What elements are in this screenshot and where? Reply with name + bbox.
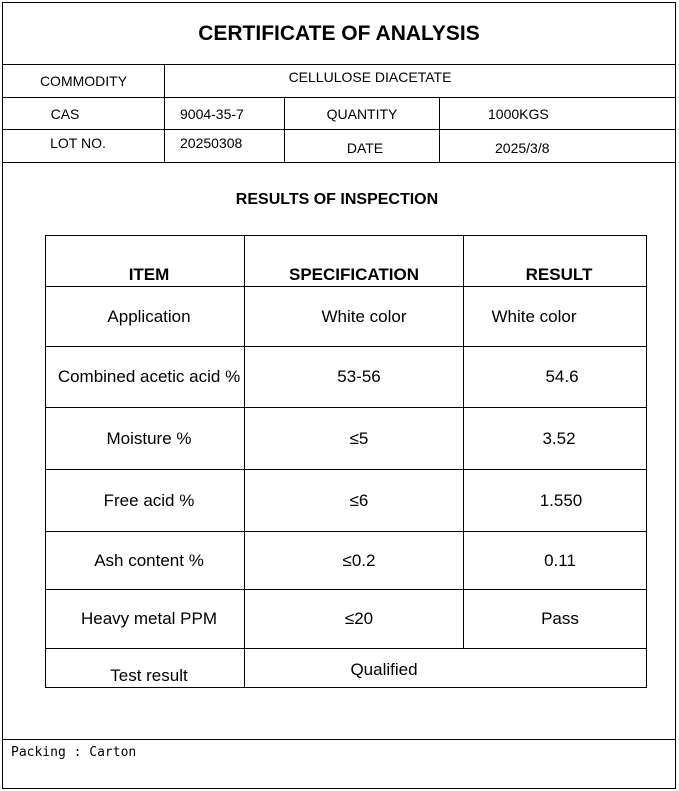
date-label: DATE <box>346 140 384 156</box>
cas-value: 9004-35-7 <box>180 105 244 122</box>
document-title: CERTIFICATE OF ANALYSIS <box>3 3 675 65</box>
test-result-row <box>46 649 646 687</box>
result-cell: 54.6 <box>545 367 579 386</box>
result-cell: 3.52 <box>542 428 576 448</box>
column-header-result: RESULT <box>525 265 593 284</box>
commodity-value: CELLULOSE DIACETATE <box>288 69 452 85</box>
header-row-cas <box>3 98 675 130</box>
result-cell: 1.550 <box>539 490 583 510</box>
result-cell: White color <box>491 306 577 326</box>
table-row <box>46 470 646 532</box>
item-cell: Combined acetic acid % <box>57 367 241 386</box>
table-row <box>46 347 646 408</box>
date-value: 2025/3/8 <box>495 140 550 156</box>
table-row <box>46 408 646 470</box>
item-cell: Application <box>107 306 191 326</box>
table-row <box>46 532 646 590</box>
item-cell: Moisture % <box>106 428 192 448</box>
table-row <box>46 287 646 347</box>
quantity-value: 1000KGS <box>488 105 549 122</box>
header-row-lot <box>3 130 675 163</box>
cas-label: CAS <box>50 105 80 122</box>
lot-label: LOT NO. <box>50 135 106 151</box>
spec-cell: ≤5 <box>349 428 369 448</box>
column-header-item: ITEM <box>128 265 170 284</box>
lot-value: 20250308 <box>180 135 243 151</box>
inspection-table <box>45 235 647 688</box>
table-header-row <box>46 236 646 287</box>
item-cell: Heavy metal PPM <box>80 609 218 628</box>
test-result-label: Test result <box>110 666 188 685</box>
item-cell: Free acid % <box>103 490 195 510</box>
column-header-specification: SPECIFICATION <box>288 265 420 284</box>
spec-cell: ≤0.2 <box>342 550 376 570</box>
test-result-value: Qualified <box>350 660 418 679</box>
spec-cell: ≤6 <box>349 490 369 510</box>
spec-cell: 53-56 <box>337 367 381 386</box>
quantity-label: QUANTITY <box>326 105 398 122</box>
spec-cell: ≤20 <box>344 609 374 628</box>
inspection-title: RESULTS OF INSPECTION <box>235 191 439 208</box>
certificate-document <box>2 2 676 789</box>
result-cell: Pass <box>541 609 579 628</box>
packing-note: Packing : Carton <box>11 745 137 760</box>
item-cell: Ash content % <box>94 550 204 570</box>
result-cell: 0.11 <box>544 550 576 570</box>
commodity-label: COMMODITY <box>39 73 128 89</box>
spec-cell: White color <box>321 306 407 326</box>
header-row-commodity <box>3 65 675 98</box>
table-row <box>46 590 646 649</box>
